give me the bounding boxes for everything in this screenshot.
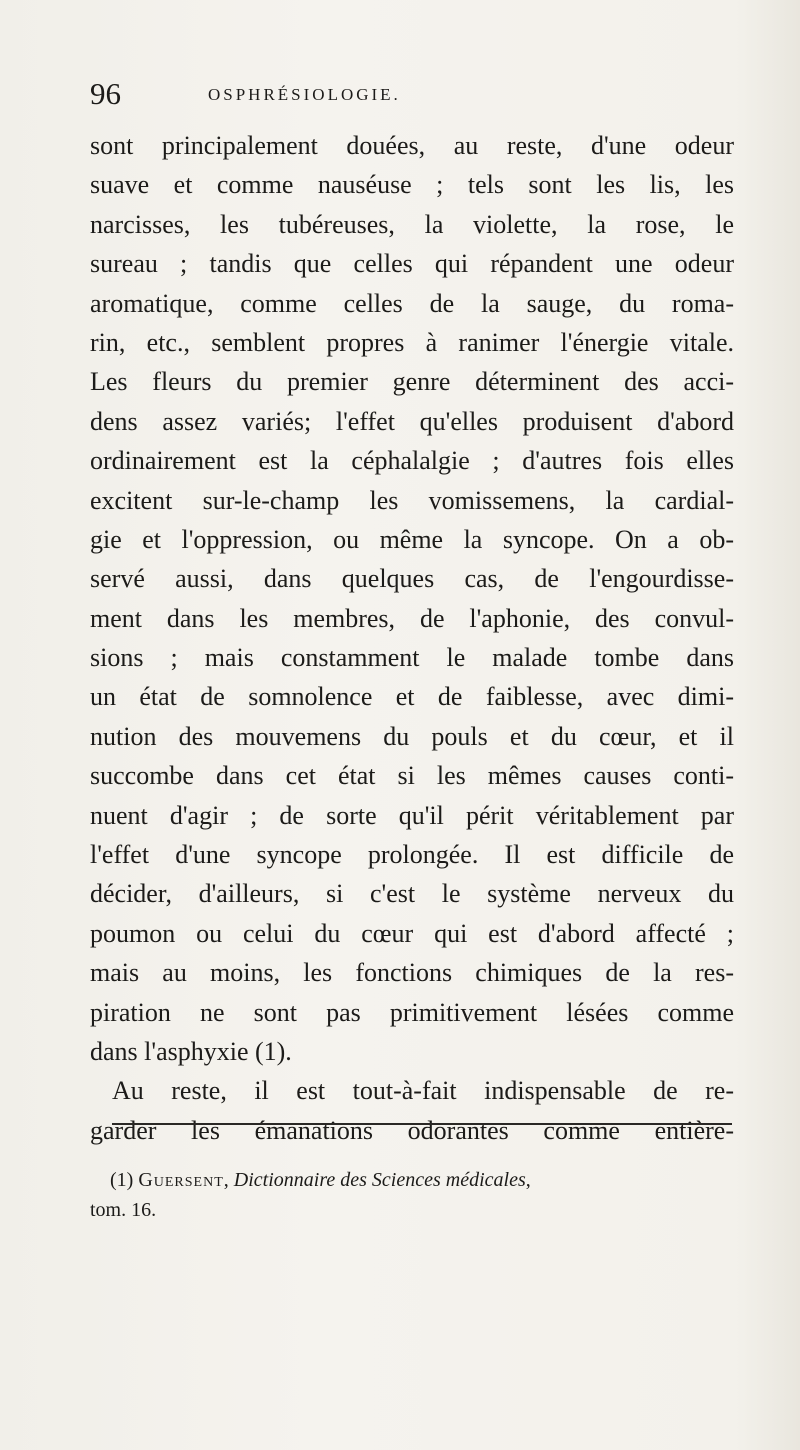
running-head: OSPHRÉSIOLOGIE. <box>208 85 401 104</box>
footnote-volume: tom. 16. <box>90 1199 157 1221</box>
text-line: nuent d'agir ; de sorte qu'il périt véritablement par <box>90 800 734 830</box>
text-line: succombe dans cet état si les mêmes causes conti- <box>90 761 734 791</box>
text-line: dans l'asphyxie (1). <box>90 1036 292 1066</box>
text-line: dens assez variés; l'effet qu'elles produisent d'abord <box>90 406 734 436</box>
text-line: suave et comme nauséuse ; tels sont les lis, les <box>90 170 734 200</box>
footnote <box>90 1165 734 1225</box>
text-line: mais au moins, les fonctions chimiques de la res- <box>90 958 734 988</box>
text-line: narcisses, les tubéreuses, la violette, la rose, le <box>90 209 734 239</box>
page-header <box>90 74 730 118</box>
text-line: poumon ou celui du cœur qui est d'abord affecté ; <box>90 918 734 948</box>
text-line: rin, etc., semblent propres à ranimer l'énergie vitale. <box>90 327 734 357</box>
text-line: nution des mouvemens du pouls et du cœur, et il <box>90 721 734 751</box>
text-line: l'effet d'une syncope prolongée. Il est difficile de <box>90 840 734 870</box>
text-line: sureau ; tandis que celles qui répandent une odeur <box>90 249 734 279</box>
text-line: ordinairement est la céphalalgie ; d'autres fois elles <box>90 446 734 476</box>
footnote-title: Dictionnaire des Sciences médicales <box>233 1169 526 1191</box>
text-line: servé aussi, dans quelques cas, de l'engourdisse- <box>90 564 734 594</box>
footnote-rule <box>112 1123 732 1125</box>
text-line: garder les émanations odorantes comme entière- <box>90 1115 734 1145</box>
footnote-separator: , <box>223 1169 229 1191</box>
text-line: sont principalement douées, au reste, d'une odeur <box>90 131 734 160</box>
text-line: Au reste, il est tout-à-fait indispensable de re- <box>112 1076 734 1106</box>
text-line: aromatique, comme celles de la sauge, du roma- <box>90 288 734 318</box>
text-line: Les fleurs du premier genre déterminent des acci- <box>90 367 734 397</box>
text-line: sions ; mais constamment le malade tombe dans <box>90 643 734 673</box>
text-line: piration ne sont pas primitivement lésées comme <box>90 997 734 1027</box>
text-line: décider, d'ailleurs, si c'est le système nerveux du <box>90 879 734 909</box>
footnote-marker: (1) <box>110 1169 134 1191</box>
text-line: gie et l'oppression, ou même la syncope. On a ob- <box>90 524 734 554</box>
body-text <box>90 126 734 1150</box>
footnote-author: Guersent <box>138 1169 224 1191</box>
footnote-after-title: , <box>525 1169 531 1191</box>
text-line: un état de somnolence et de faiblesse, avec dimi- <box>90 682 734 712</box>
page-number: 96 <box>90 76 121 111</box>
text-line: ment dans les membres, de l'aphonie, des convul- <box>90 603 734 633</box>
footnote-line <box>110 1165 734 1195</box>
text-line: excitent sur-le-champ les vomissemens, la cardial- <box>90 485 734 515</box>
